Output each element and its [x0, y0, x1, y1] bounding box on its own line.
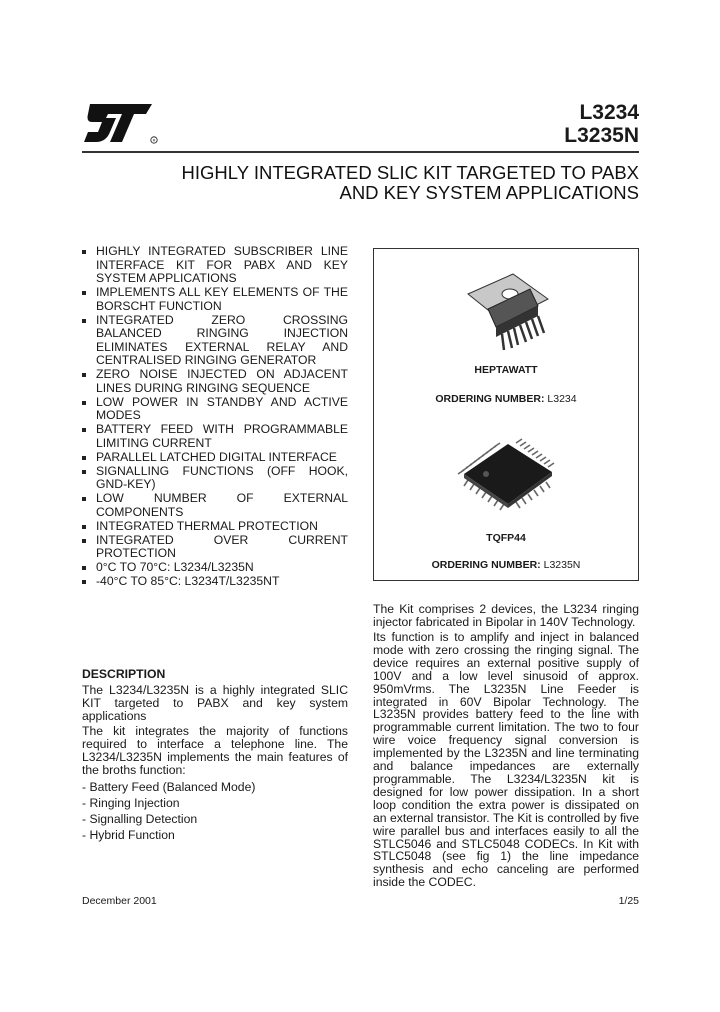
part-number-2: L3235N [564, 124, 639, 147]
ordering-label: ORDERING NUMBER: [435, 393, 545, 405]
svg-text:R: R [152, 137, 156, 143]
title-line-1: HIGHLY INTEGRATED SLIC KIT TARGETED TO PABX [181, 162, 639, 183]
function-item: - Hybrid Function [82, 828, 175, 842]
tqfp44-ordering-number [374, 559, 638, 571]
header-divider [82, 151, 639, 153]
ordering-value: L3235N [543, 559, 581, 571]
description-paragraph-1: The L3234/L3235N is a highly integrated SLIC KIT targeted to PABX and key system applications [82, 683, 348, 723]
kit-function-paragraph: Its function is to amplify and inject in balanced mode with zero crossing the ringing signal. The device requires an external positive supply of 100V and a low level sinusoid of approx. 950mVrms. The L3235N Line Feeder is integrated in 60V Bipolar Technology. The L3235N provides battery feed to the line with programmable current limitation. The two to four wire voice frequency signal conversion is implemented by the L3235N and line terminating and balance impedances are externally programmable. The L3234/L3235N kit is designed for low power dissipation. In a short loop condition the extra power is dissipated on an external transistor. The Kit is controlled by five wire parallel bus and interfaces easily to all the STLC5046 and STLC5048 CODECs. In Kit with STLC5048 (see fig 1) the line impedance synthesis and echo canceling are performed inside the CODEC. [373, 630, 639, 890]
feature-item: BATTERY FEED WITH PROGRAMMABLE LIMITING CURRENT [82, 423, 348, 450]
heptawatt-package-image [458, 264, 558, 354]
heptawatt-label: HEPTAWATT [474, 364, 538, 376]
function-item: - Battery Feed (Balanced Mode) [82, 780, 256, 794]
footer-page-number: 1/25 [618, 895, 639, 907]
feature-item: PARALLEL LATCHED DIGITAL INTERFACE [82, 451, 348, 465]
tqfp44-package-image [456, 434, 558, 514]
feature-item: INTEGRATED OVER CURRENT PROTECTION [82, 534, 348, 561]
function-list [82, 779, 255, 843]
feature-item: IMPLEMENTS ALL KEY ELEMENTS OF THE BORSCHT FUNCTION [82, 286, 348, 313]
st-logo [82, 100, 160, 146]
function-item: - Signalling Detection [82, 812, 198, 826]
kit-overview-paragraph: The Kit comprises 2 devices, the L3234 ringing injector fabricated in Bipolar in 140V Technology. [373, 602, 639, 629]
feature-item: INTEGRATED THERMAL PROTECTION [82, 520, 348, 534]
footer-date: December 2001 [82, 895, 157, 907]
package-box [373, 248, 639, 581]
feature-list [82, 245, 348, 589]
function-item: - Ringing Injection [82, 796, 180, 810]
part-number-1: L3234 [579, 101, 639, 124]
feature-item: SIGNALLING FUNCTIONS (OFF HOOK, GND-KEY) [82, 465, 348, 492]
feature-item: 0°C TO 70°C: L3234/L3235N [82, 561, 348, 575]
feature-item: ZERO NOISE INJECTED ON ADJACENT LINES DURING RINGING SEQUENCE [82, 368, 348, 395]
heptawatt-ordering-number [374, 393, 638, 405]
ordering-value: L3234 [547, 393, 577, 405]
feature-item: HIGHLY INTEGRATED SUBSCRIBER LINE INTERFACE KIT FOR PABX AND KEY SYSTEM APPLICATIONS [82, 245, 348, 286]
feature-item: LOW NUMBER OF EXTERNAL COMPONENTS [82, 492, 348, 519]
title-line-2: AND KEY SYSTEM APPLICATIONS [339, 182, 639, 203]
tqfp44-label: TQFP44 [486, 532, 526, 544]
description-heading: DESCRIPTION [82, 667, 166, 681]
description-paragraph-2: The kit integrates the majority of functions required to interface a telephone line. The L3234/L3235N implements the main features of the broths function: [82, 724, 348, 777]
ordering-label: ORDERING NUMBER: [431, 559, 541, 571]
feature-item: LOW POWER IN STANDBY AND ACTIVE MODES [82, 396, 348, 423]
feature-item: INTEGRATED ZERO CROSSING BALANCED RINGING INJECTION ELIMINATES EXTERNAL RELAY AND CENTRALISED RINGING GENERATOR [82, 314, 348, 368]
feature-item: -40°C TO 85°C: L3234T/L3235NT [82, 575, 348, 589]
